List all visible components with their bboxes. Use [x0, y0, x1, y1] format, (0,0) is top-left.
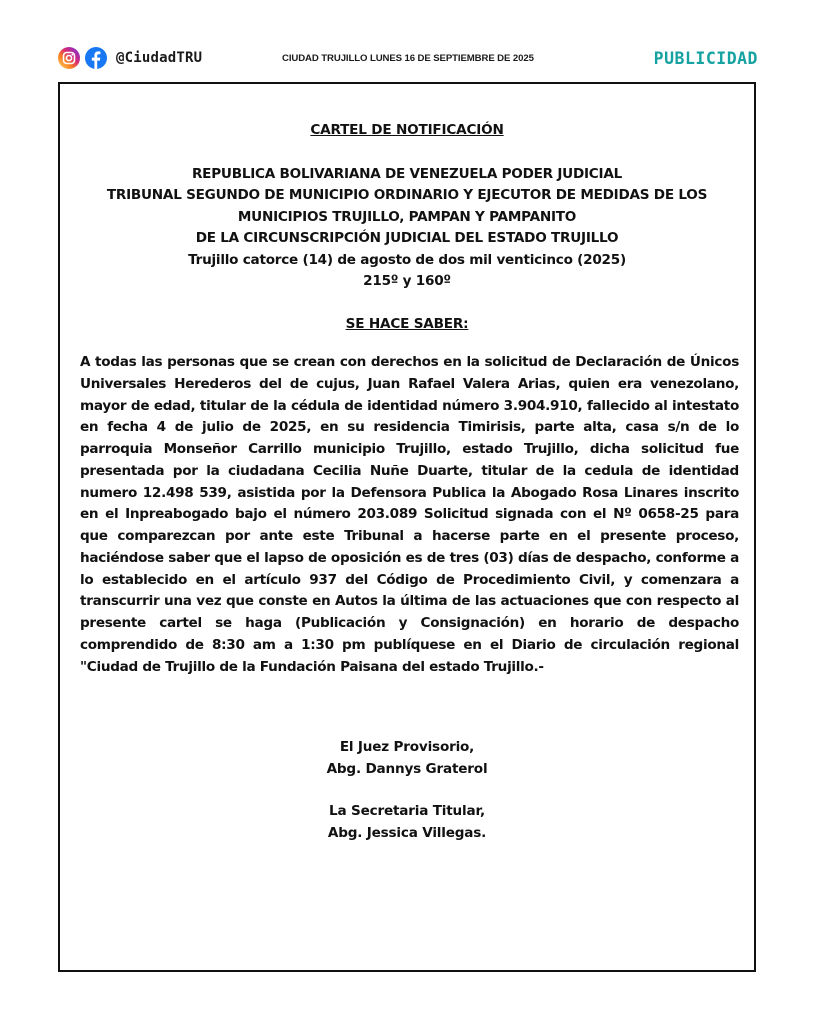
- page-header: [58, 44, 758, 76]
- social-handle[interactable]: @CiudadTRU: [116, 50, 203, 66]
- court-header: [60, 164, 754, 292]
- dateline: CIUDAD TRUJILLO LUNES 16 DE SEPTIEMBRE DE 2025: [282, 53, 534, 64]
- judge-signature: [60, 736, 754, 780]
- date-line: Trujillo catorce (14) de agosto de dos mil venticinco (2025): [188, 251, 626, 268]
- instagram-icon[interactable]: [58, 47, 80, 69]
- facebook-icon[interactable]: [85, 47, 107, 69]
- court-line: MUNICIPIOS TRUJILLO, PAMPAN Y PAMPANITO: [237, 208, 577, 225]
- signature-name: Abg. Jessica Villegas.: [327, 825, 487, 841]
- social-links: [58, 47, 202, 69]
- se-hace-saber-heading: SE HACE SABER:: [345, 316, 469, 332]
- court-line: TRIBUNAL SEGUNDO DE MUNICIPIO ORDINARIO Y EJECUTOR DE MEDIDAS DE LOS: [106, 187, 708, 204]
- notice-title: CARTEL DE NOTIFICACIÓN: [310, 122, 504, 138]
- signature-name: Abg. Dannys Graterol: [326, 761, 488, 777]
- secretary-signature: [60, 800, 754, 844]
- court-line: REPUBLICA BOLIVARIANA DE VENEZUELA PODER JUDICIAL: [191, 166, 623, 182]
- years-line: 215º y 160º: [363, 273, 451, 290]
- court-line: DE LA CIRCUNSCRIPCIÓN JUDICIAL DEL ESTADO TRUJILLO: [195, 230, 619, 247]
- signature-role: La Secretaria Titular,: [329, 803, 485, 819]
- signature-role: El Juez Provisorio,: [339, 739, 475, 755]
- section-label: PUBLICIDAD: [653, 49, 758, 68]
- notice-box: [58, 82, 756, 972]
- notice-body: A todas las personas que se crean con derechos en la solicitud de Declaración de Únicos Universales Herederos del de cujus, Juan Rafael Valera Arias, quien era venezolano, mayor de edad, titular de la cédula de identidad número 3.904.910, fallecido al intestato en fecha 4 de julio de 2025, en su residencia Timirisis, parte alta, casa s/n de lo parroquia Monseñor Carrillo municipio Trujillo, estado Trujillo, dicha solicitud fue presentada por la ciudadana Cecilia Nuñe Duarte, titular de la cedula de identidad numero 12.498 539, asistida por la Defensora Publica la Abogado Rosa Linares inscrito en el Inpreabogado bajo el número 203.089 Solicitud signada con el Nº 0658-25 para que comparezcan por ante este Tribunal a hacerse parte en el presente proceso, haciéndose saber que el lapso de oposición es de tres (03) días de despacho, conforme a lo establecido en el artículo 937 del Código de Procedimiento Civil, y comenzara a transcurrir una vez que conste en Autos la última de las actuaciones que con respecto al presente cartel se haga (Publicación y Consignación) en horario de despacho comprendido de 8:30 am a 1:30 pm publíquese en el Diario de circulación regional "Ciudad de Trujillo de la Fundación Paisana del estado Trujillo.-: [80, 354, 739, 675]
